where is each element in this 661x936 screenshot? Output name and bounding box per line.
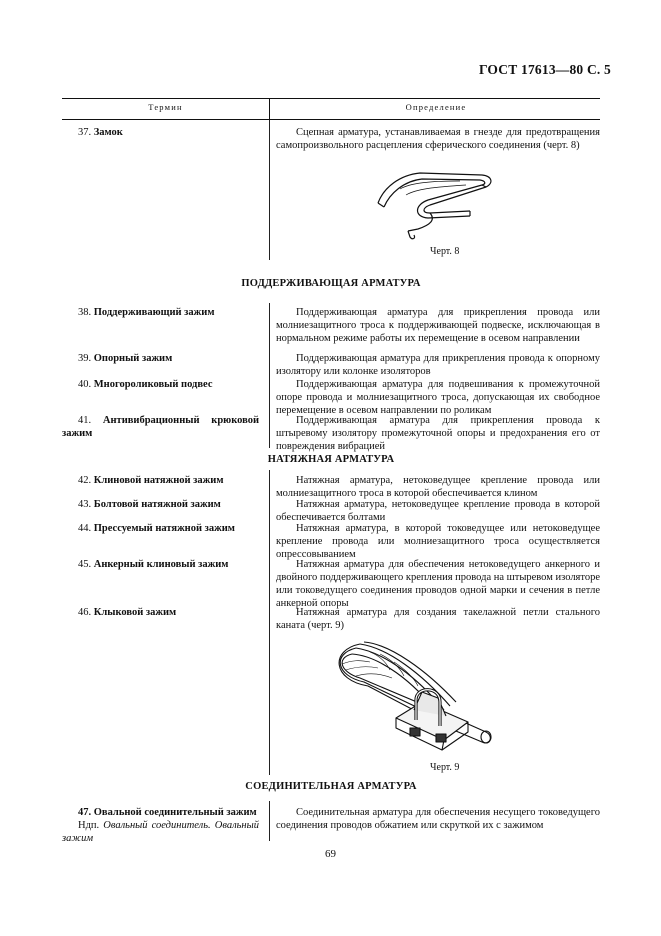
figure-9-caption: Черт. 9 [430,762,460,773]
header-divider [269,99,270,119]
column-divider [269,470,270,775]
section-heading-connecting: СОЕДИНИТЕЛЬНАЯ АРМАТУРА [245,781,417,792]
term-45: 45. Анкерный клиновый зажим [78,559,229,570]
lock-clip-illustration [370,165,500,245]
definition-37: Сцепная арматура, устанавливаемая в гнезде для предотвращения самопроизвольного расцепления сферического соединения (черт. 8) [276,127,600,151]
definition-46: Натяжная арматура для создания такелажной петли стального каната (черт. 9) [276,607,600,631]
definition-47: Соединительная арматура для обеспечения несущего токоведущего соединения проводов обжатием или скруткой их с зажимом [276,807,600,831]
ndl-text: Овальный соединитель. Овальный зажим [62,820,260,844]
definition-39: Поддерживающая арматура для прикрепления провода к опорному изолятору или колонке изоляторов [276,353,600,377]
definition-40: Поддерживающая арматура для подвешивания к промежуточной опоре провода и молниезащитного троса, допускающая их свободное перемещение в осевом направлении по роликам [276,379,600,416]
term-42: 42. Клиновой натяжной зажим [78,475,224,486]
section-heading-tension: НАТЯЖНАЯ АРМАТУРА [267,454,395,465]
term-44: 44. Прессуемый натяжной зажим [78,523,235,534]
definition-43: Натяжная арматура, нетоковедущее крепление провода в которой обеспечивается болтами [276,499,600,523]
tusk-clamp-illustration [330,640,500,755]
definition-41: Поддерживающая арматура для прикрепления провода к штыревому изолятору промежуточной опоры и предохранения его от повреждения вибрацией [276,415,600,452]
page-number: 69 [325,848,336,860]
term-column-header: Термин [148,102,183,112]
figure-8-caption: Черт. 8 [430,246,460,257]
definition-42: Натяжная арматура, нетоковедущее крепление провода или молниезащитного троса в которой обеспечивается клином [276,475,600,499]
table-header [62,98,600,120]
definition-column-header: Определение [405,102,467,112]
ndl-label: Ндп. [78,820,100,831]
column-divider [269,120,270,260]
term-46: 46. Клыковой зажим [78,607,177,618]
term-38: 38. Поддерживающий зажим [78,307,215,318]
term-39: 39. Опорный зажим [78,353,173,364]
column-divider [269,801,270,841]
column-divider [269,303,270,448]
term-43: 43. Болтовой натяжной зажим [78,499,221,510]
definition-45: Натяжная арматура для обеспечения нетоковедущего анкерного и двойного поддерживающего крепления провода на штыревом изоляторе или токоведущего соединения проводов одной марки и сечения в петле анкерной опоры [276,559,600,609]
definition-38: Поддерживающая арматура для прикрепления провода или молниезащитного троса к поддерживающей подвеске, исключающая в нормальном режиме работы их перемещение в осевом направлении [276,307,600,344]
term-37: 37. Замок [78,127,123,138]
term-41: 41. Антивибрационный крюковой зажим [62,415,259,439]
definition-44: Натяжная арматура, в которой токоведущее или нетоковедущее крепление провода или молниезащитного троса осуществляется опрессовыванием [276,523,600,560]
term-47: 47. Овальной соединительный зажим Ндп. Овальный соединитель. Овальный зажим [62,807,260,844]
section-heading-supporting: ПОДДЕРЖИВАЮЩАЯ АРМАТУРА [241,278,421,289]
document-header: ГОСТ 17613—80 С. 5 [478,62,611,77]
term-40: 40. Многороликовый подвес [78,379,213,390]
